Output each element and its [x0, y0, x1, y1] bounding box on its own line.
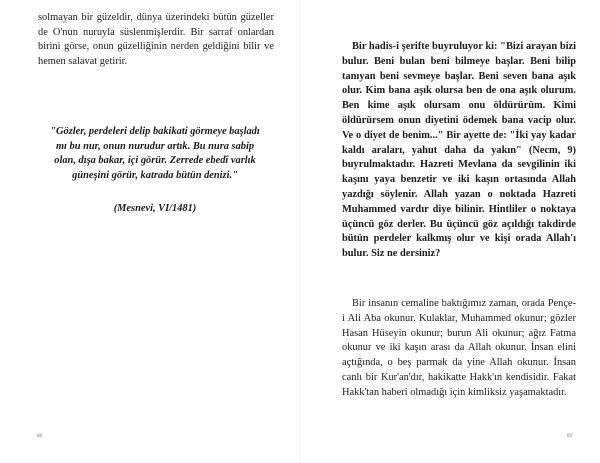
left-page-paragraph: solmayan bir güzeldir, dünya üzerindeki bütün güzeller de O'nun nuruyla süslenmişlerdir. Bir sarraf onlardan birini görse, onun güzelliğinin nerden geldiğini bilir ve hemen salavat getirir. — [38, 12, 274, 67]
page-number-left: 88 — [37, 434, 42, 439]
mesnevi-quote: "Gözler, perdeleri delip bakikati görmeye başladı mı bu nur, onun nurudur artık. Bu nura sabip olan, dışa bakar, içi görür. Zerrede ebedî varlık güneşini görür, katrada bütün denizi." — [50, 126, 260, 181]
page-number-right: 89 — [567, 434, 572, 439]
quote-reference: (Mesnevi, VI/1481) — [113, 203, 197, 214]
right-page-paragraph: Bir insanın cemaline baktığımız zaman, orada Pençe-i Ali Aba okunur. Kulaklar, Muhammed okunur; gözler Hasan Hüseyin okunur; burun Ali okunur; ağız Fatma okunur ve iki kaşın arası da Allah okunur. İnsan elini açtığında, o beş parmak da yine Allah okunur. İnsan canlı bir Kur'an'dır, hakikatte Hakk'ın kendisidir. Fakat Hakk'tan haberi olmadığı için kimliksiz yaşamaktadır. — [342, 298, 576, 398]
hadith-paragraph: Bir hadis-i şerifte buyruluyor ki: "Bizi arayan bizi bulur. Beni bulan beni bilmeye başlar. Beni bilip tanıyan beni sevmeye başlar. Beni seven bana aşık olur. Kim bana aşık olursa ben de ona aşık olurum. Ben kime aşık olursam onu öldürürüm. Kimi öldürürsem onun diyetini ödemek bana vacip olur. Ve o diyet de benim..." Bir ayette de: "İki yay kadar kaldı araları, yahut daha da yakın" (Necm, 9) buyrulmaktadır. Hazreti Mevlana da sevgilinin iki kaşını yaya benzetir ve iki kaşın ortasında Allah yazdığı söylenir. Allah yazan o noktada Hazreti Muhammed vardır diye bilinir. Hintliler o noktaya üçüncü göz derler. Bu üçüncü göz açıldığı takdirde bütün perdeler kalkmış olur ve kişi orada Allah'ı bulur. Siz ne dersiniz? — [342, 41, 576, 260]
right-page — [300, 0, 600, 463]
